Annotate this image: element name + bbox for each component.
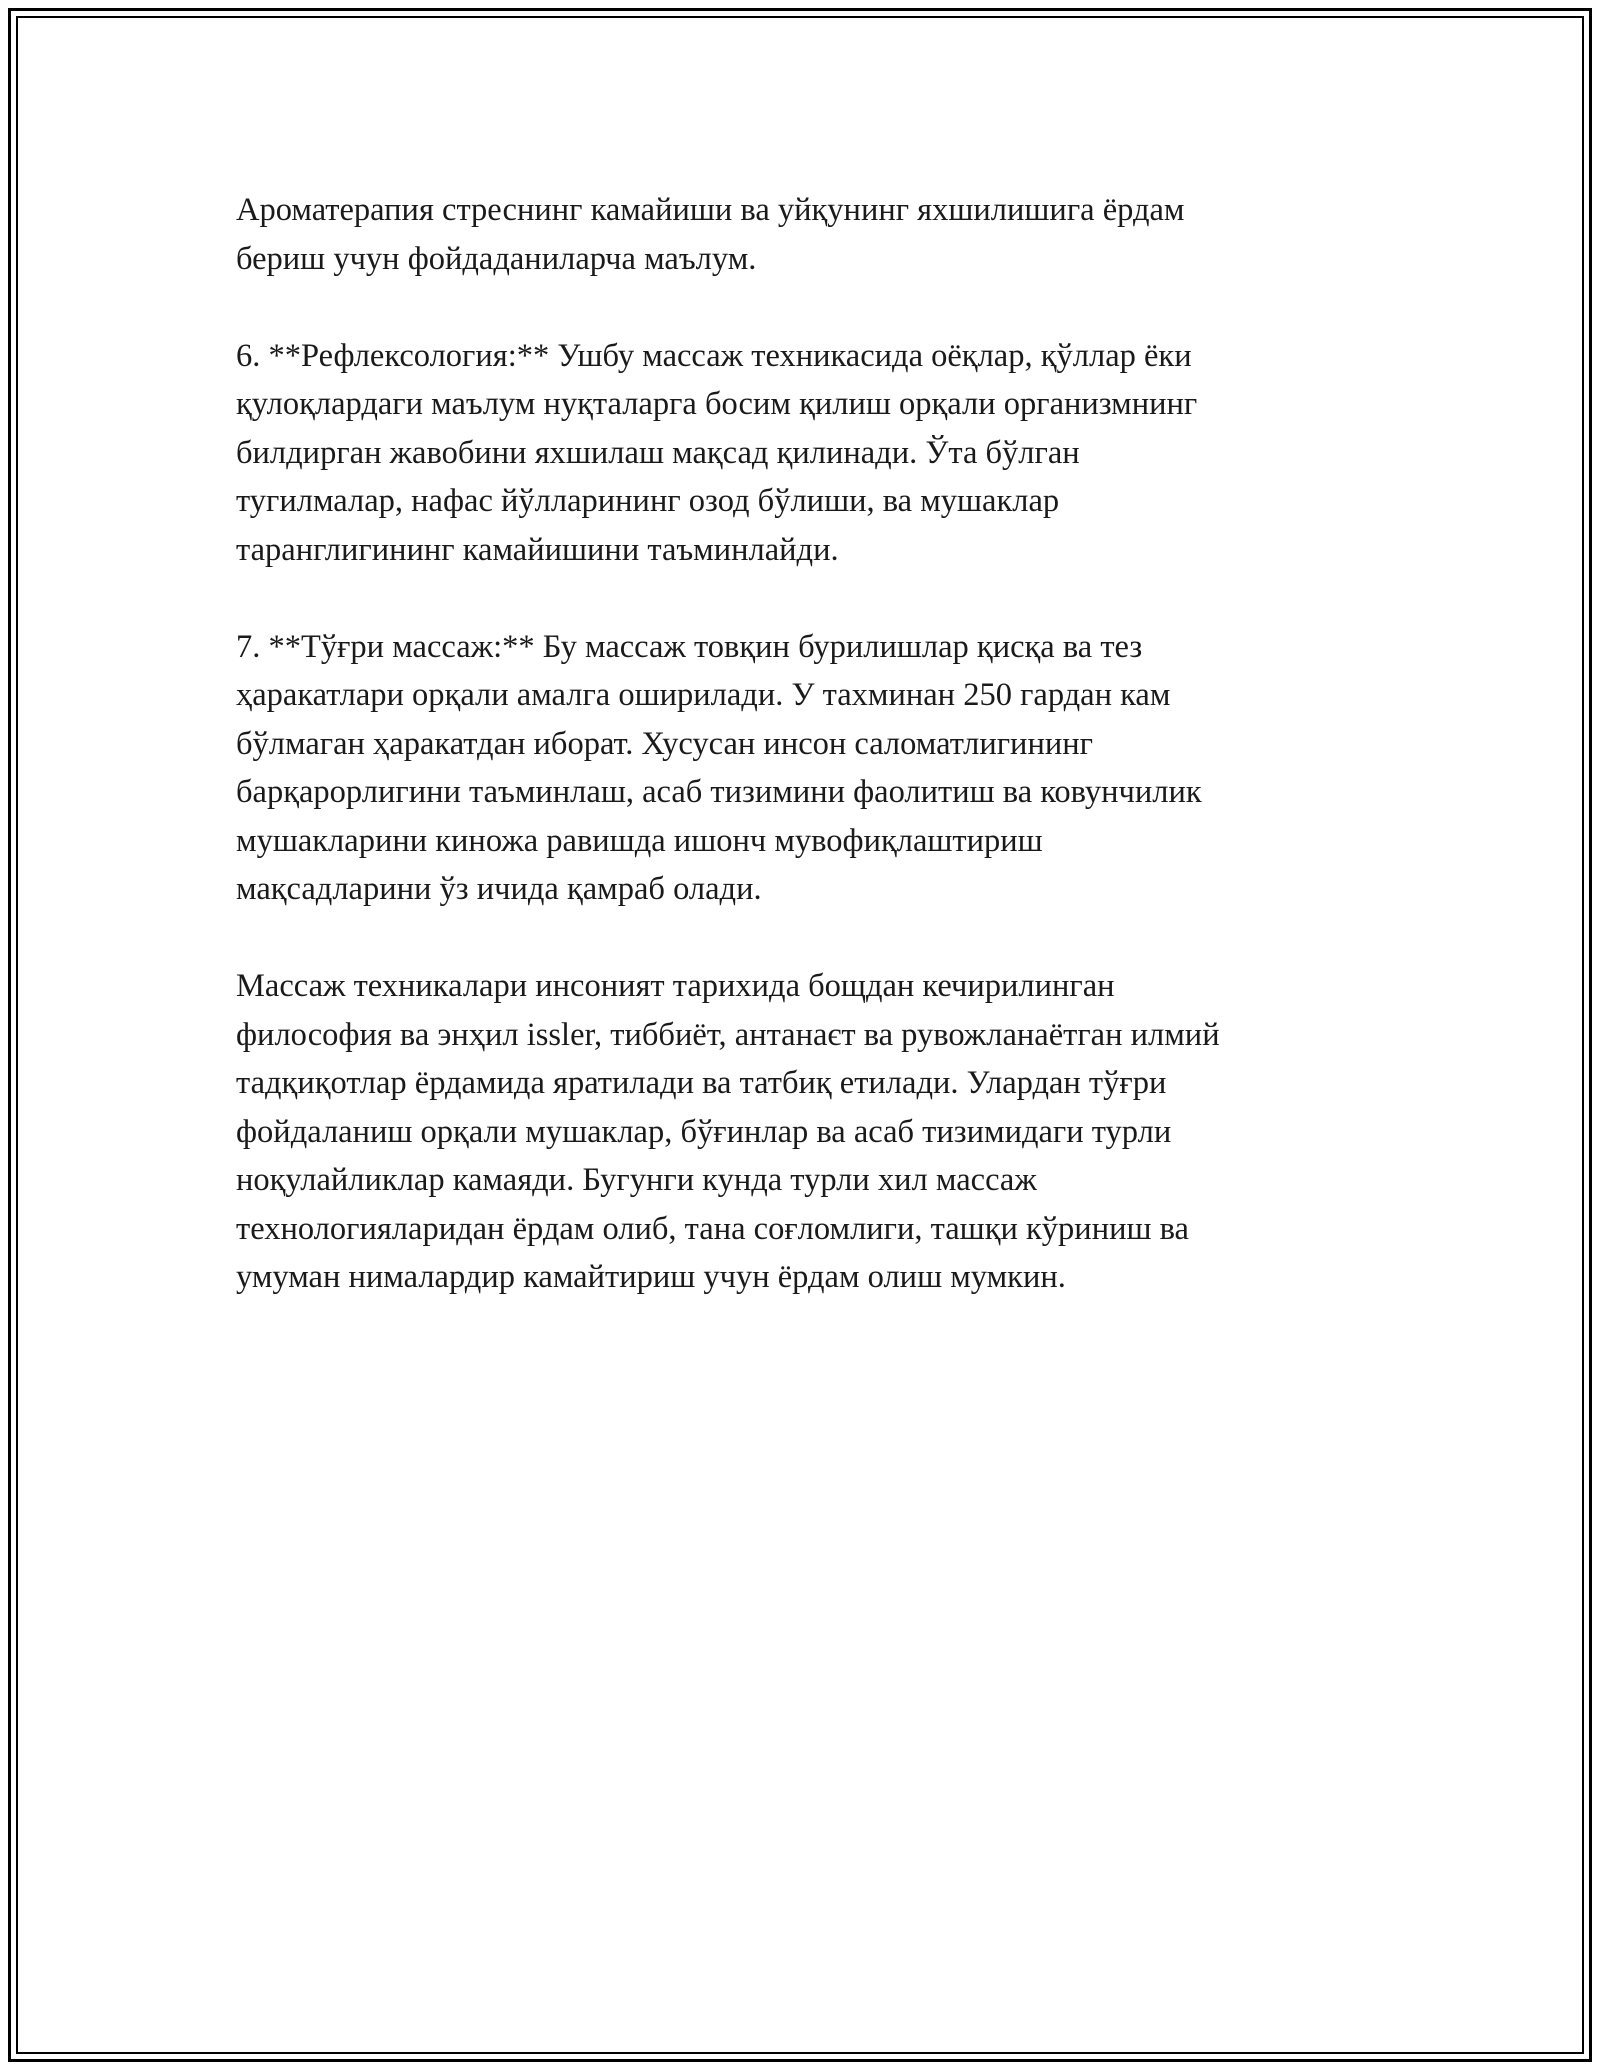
document-body xyxy=(236,186,1366,1350)
paragraph-aromatherapy xyxy=(236,186,1366,283)
text-line: 6. **Рефлексология:** Ушбу массаж техникасида оёқлар, қўллар ёки xyxy=(236,337,1192,374)
text-line: ноқулайликлар камаяди. Бугунги кунда турли хил массаж xyxy=(236,1162,1037,1198)
text-line: технологияларидан ёрдам олиб, тана соғломлиги, ташқи кўриниш ва xyxy=(236,1210,1189,1247)
text-line: 7. **Тўғри массаж:** Бу массаж товқин бурилишлар қисқа ва тез xyxy=(236,628,1143,665)
paragraph-direct-massage xyxy=(236,623,1366,914)
text-line: бўлмаган ҳаракатдан иборат. Хусусан инсон саломатлигининг xyxy=(236,725,1093,762)
text-line: таранглигининг камайишини таъминлайди. xyxy=(236,531,839,568)
text-line: тадқиқотлар ёрдамида яратилади ва татбиқ етилади. Улардан тўғри xyxy=(236,1065,1167,1101)
text-line: мушакларини киножа равишда ишонч мувофиқлаштириш xyxy=(236,822,1043,859)
text-line: Массаж техникалари инсоният тарихида бощдан кечирилинган xyxy=(236,968,1115,1004)
text-line: философия ва энҳил issler, тиббиёт, антанаєт ва рувожланаётган илмий xyxy=(236,1016,1220,1053)
text-line: билдирган жавобини яхшилаш мақсад қилинади. Ўта бўлган xyxy=(236,434,1080,471)
paragraph-reflexology xyxy=(236,332,1366,575)
text-line: фойдаланиш орқали мушаклар, бўғинлар ва асаб тизимидаги турли xyxy=(236,1113,1172,1150)
paragraph-conclusion xyxy=(236,962,1366,1302)
text-line: бериш учун фойдаданиларча маълум. xyxy=(236,240,757,277)
text-line: тугилмалар, нафас йўлларининг озод бўлиши, ва мушаклар xyxy=(236,483,1060,519)
text-line: умуман нималардир камайтириш учун ёрдам олиш мумкин. xyxy=(236,1259,1066,1295)
text-line: қулоқлардаги маълум нуқталарга босим қилиш орқали организмнинг xyxy=(236,386,1198,422)
text-line: мақсадларини ўз ичида қамраб олади. xyxy=(236,871,762,907)
text-line: ҳаракатлари орқали амалга оширилади. У тахминан 250 гардан кам xyxy=(236,677,1171,713)
text-line: барқарорлигини таъминлаш, асаб тизимини фаолитиш ва ковунчилик xyxy=(236,774,1202,810)
text-line: Ароматерапия стреснинг камайиши ва уйқунинг яхшилишига ёрдам xyxy=(236,192,1185,228)
